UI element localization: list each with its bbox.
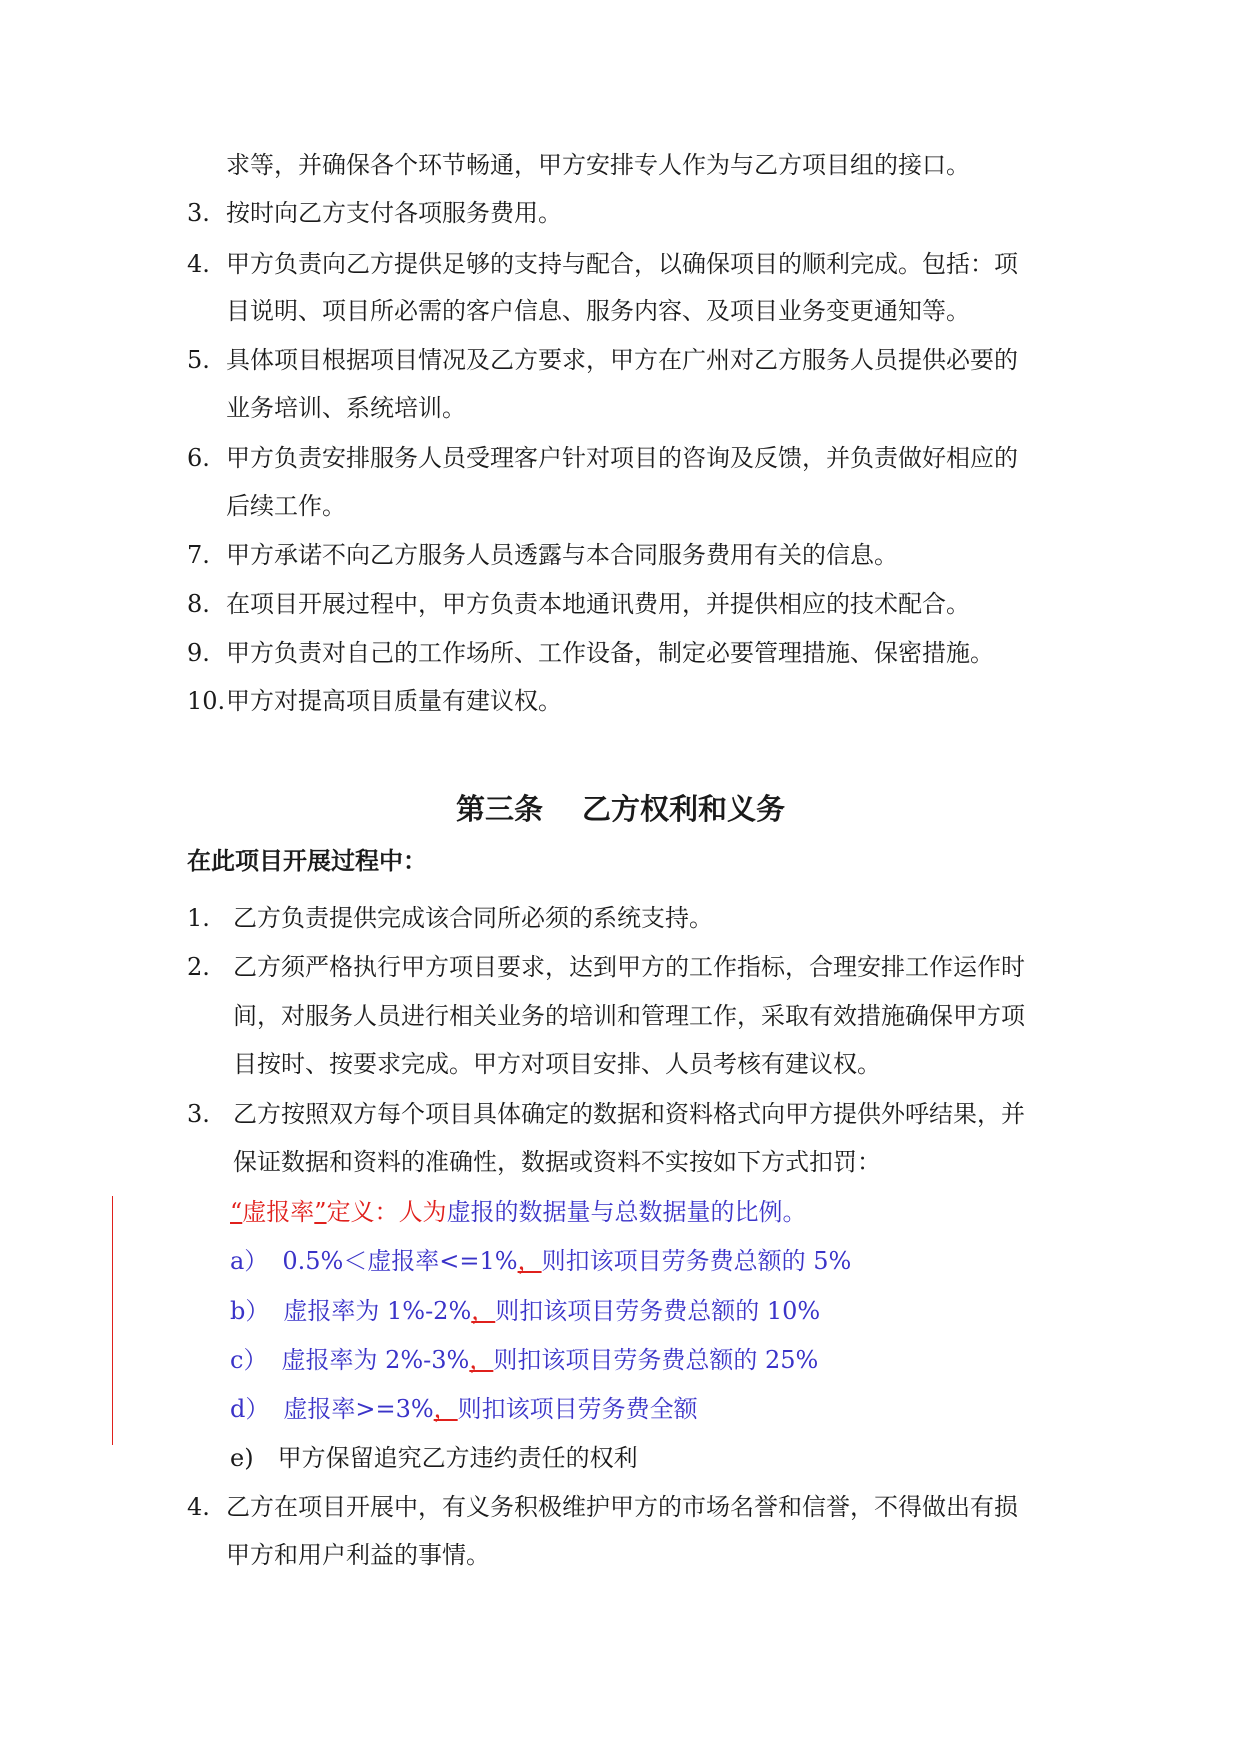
a3-item-2-text-line2: 间，对服务人员进行相关业务的培训和管理工作，采取有效措施确保甲方项: [233, 1002, 1025, 1030]
a3-item-1-number: 1.: [187, 904, 210, 932]
penalty-a-mark: ，: [517, 1247, 542, 1275]
penalty-e-letter: e): [230, 1444, 254, 1472]
a3-item-4-number: 4.: [187, 1493, 210, 1521]
penalty-d-mark: ，: [433, 1395, 458, 1423]
penalty-c: [230, 1345, 818, 1375]
item-5-number: 5.: [187, 346, 210, 374]
item-3-number: 3.: [187, 199, 210, 227]
item-7-number: 7.: [187, 541, 210, 569]
penalty-b-mark: ，: [471, 1297, 496, 1325]
item-5-text-line1: 具体项目根据项目情况及乙方要求，甲方在广州对乙方服务人员提供必要的: [226, 346, 1018, 374]
item-4-text-line2: 目说明、项目所必需的客户信息、服务内容、及项目业务变更通知等。: [226, 297, 970, 325]
penalty-d-result: 则扣该项目劳务费全额: [457, 1395, 698, 1423]
item-4-text-line1: 甲方负责向乙方提供足够的支持与配合，以确保项目的顺利完成。包括：项: [226, 250, 1018, 278]
a3-item-3-text-line1: 乙方按照双方每个项目具体确定的数据和资料格式向甲方提供外呼结果，并: [233, 1100, 1025, 1128]
a3-item-1-text: 乙方负责提供完成该合同所必须的系统支持。: [233, 904, 713, 932]
article-3-heading: 第三条 乙方权利和义务: [455, 792, 786, 826]
item-8-number: 8.: [187, 590, 210, 618]
item-3-text: 按时向乙方支付各项服务费用。: [226, 199, 562, 227]
item-9-text: 甲方负责对自己的工作场所、工作设备，制定必要管理措施、保密措施。: [226, 639, 994, 667]
penalty-a-letter: a）: [230, 1247, 269, 1275]
item-6-text-line2: 后续工作。: [226, 492, 346, 520]
revision-change-bar: [112, 1196, 113, 1445]
penalty-d-condition: 虚报率>=3%: [283, 1395, 434, 1423]
item-10-number: 10.: [187, 687, 226, 715]
penalty-a: [230, 1246, 851, 1276]
penalty-a-result: 则扣该项目劳务费总额的 5%: [541, 1247, 852, 1275]
a3-item-3-text-line2: 保证数据和资料的准确性，数据或资料不实按如下方式扣罚：: [233, 1148, 881, 1176]
article-3-intro: 在此项目开展过程中：: [187, 847, 427, 875]
penalty-c-result: 则扣该项目劳务费总额的 25%: [493, 1346, 819, 1374]
penalty-e: [230, 1443, 638, 1473]
definition-label: 定义：: [326, 1198, 399, 1226]
penalty-a-condition: 0.5%＜虚报率<=1%: [282, 1247, 518, 1275]
definition-rest: 虚报的数据量与总数据量的比例。: [446, 1198, 807, 1226]
item-8-text: 在项目开展过程中，甲方负责本地通讯费用，并提供相应的技术配合。: [226, 590, 970, 618]
penalty-c-mark: ，: [469, 1346, 494, 1374]
penalty-e-text: 甲方保留追究乙方违约责任的权利: [277, 1444, 638, 1472]
a3-item-4-text-line1: 乙方在项目开展中，有义务积极维护甲方的市场名誉和信誉，不得做出有损: [226, 1493, 1018, 1521]
penalty-b-letter: b）: [230, 1297, 270, 1325]
penalty-c-letter: c）: [230, 1346, 268, 1374]
item-6-number: 6.: [187, 444, 210, 472]
a3-item-2-text-line1: 乙方须严格执行甲方项目要求，达到甲方的工作指标，合理安排工作运作时: [233, 953, 1025, 981]
a3-item-2-number: 2.: [187, 953, 210, 981]
definition-close-quote: ”: [314, 1198, 327, 1226]
penalty-b-condition: 虚报率为 1%-2%: [283, 1297, 472, 1325]
penalty-b: [230, 1296, 820, 1326]
penalty-c-condition: 虚报率为 2%-3%: [281, 1346, 470, 1374]
penalty-b-result: 则扣该项目劳务费总额的 10%: [495, 1297, 821, 1325]
a3-item-3-number: 3.: [187, 1100, 210, 1128]
definition-open-quote: “: [230, 1198, 243, 1226]
item-10-text: 甲方对提高项目质量有建议权。: [226, 687, 562, 715]
item-7-text: 甲方承诺不向乙方服务人员透露与本合同服务费用有关的信息。: [226, 541, 898, 569]
item-6-text-line1: 甲方负责安排服务人员受理客户针对项目的咨询及反馈，并负责做好相应的: [226, 444, 1018, 472]
definition-term: 虚报率: [242, 1198, 315, 1226]
item-2-continuation: 求等，并确保各个环节畅通，甲方安排专人作为与乙方项目组的接口。: [226, 151, 970, 179]
false-report-rate-definition: [230, 1197, 807, 1227]
a3-item-2-text-line3: 目按时、按要求完成。甲方对项目安排、人员考核有建议权。: [233, 1050, 881, 1078]
item-4-number: 4.: [187, 250, 210, 278]
item-9-number: 9.: [187, 639, 210, 667]
penalty-d-letter: d）: [230, 1395, 270, 1423]
a3-item-4-text-line2: 甲方和用户利益的事情。: [226, 1541, 490, 1569]
definition-inserted-text: 人为: [398, 1198, 447, 1226]
penalty-d: [230, 1394, 698, 1424]
item-5-text-line2: 业务培训、系统培训。: [226, 394, 466, 422]
